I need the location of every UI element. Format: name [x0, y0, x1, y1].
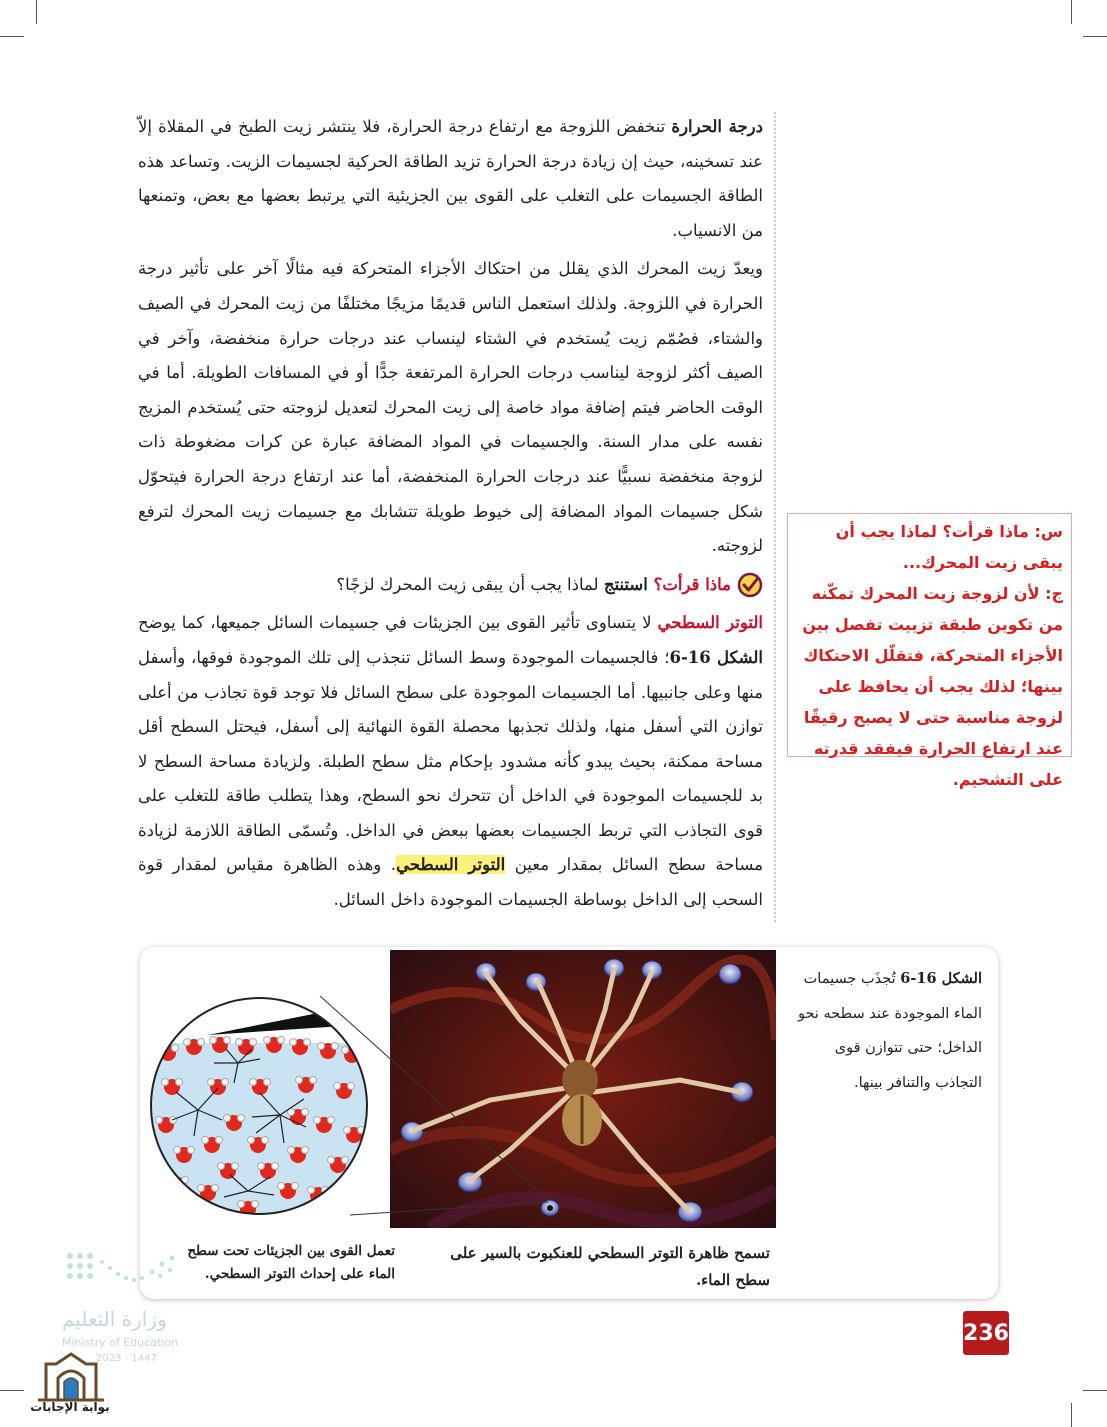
reading-check-label: ماذا قرأت؟	[653, 574, 731, 594]
ministry-name-arabic: وزارة التعليم	[62, 1307, 167, 1331]
body-text	[138, 110, 763, 922]
paragraph-surface-tension: التوتر السطحي لا يتساوى تأثير القوى بين الجزيئات في جسيمات السائل جميعها، كما يوضح الشكل 16-6؛ فالجسيمات الموجودة وسط السائل تنجذب إلى تلك الموجودة فوقها، وأسفل منها وعلى جانبيها. أما الجسيمات الموجودة على سطح السائل فلا توجد قوة تجاذب من أعلى توازن التي أسفل منها، ولذلك تجذبها محصلة القوة النهائية إلى أسفل، فيحتل السطح أقل مساحة ممكنة، بحيث يبدو كأنه مشدود بإحكام مثل سطح الطبلة. ولزيادة مساحة السطح لا بد للجسيمات الموجودة في الداخل أن تتحرك نحو السطح، وهذا يتطلب طاقة للتغلب على قوى التجاذب التي تربط الجسيمات بعضها ببعض في الداخل. وتُسمّى الطاقة اللازمة لزيادة مساحة سطح السائل بمقدار معين التوتر السطحي. وهذه الظاهرة مقياس لمقدار قوة السحب إلى الداخل بوساطة الجسيمات الموجودة داخل السائل.	[138, 613, 763, 910]
crop-mark	[0, 36, 24, 37]
diagram-caption: تعمل القوى بين الجزيئات تحت سطح الماء على إحداث التوتر السطحي.	[187, 1243, 395, 1282]
reading-check: ماذا قرأت؟ استنتج لماذا يجب أن يبقى زيت المحرك لزجًا؟	[138, 568, 763, 603]
answer-note-answer: ج: لأن لزوجة زيت المحرك تمكّنه من تكوين طبقة تزييت تفصل بين الأجزاء المتحركة، فتقلّل الاحتكاك بينها؛ لذلك يجب أن يحافظ على لزوجة مناسبة حتى لا يصبح رقيقًا عند ارتفاع الحرارة فيفقد قدرته على التشحيم.	[802, 584, 1063, 789]
crop-mark	[1083, 1390, 1107, 1391]
crop-mark	[1071, 0, 1072, 24]
ministry-year: 2023 - 1447	[96, 1353, 157, 1364]
term-surface-tension: التوتر السطحي	[657, 613, 763, 633]
highlighted-term: التوتر السطحي	[396, 855, 506, 875]
column-divider	[774, 112, 776, 922]
answer-note-question: س: ماذا قرأت؟ لماذا يجب أن يبقى زيت المحرك...	[835, 522, 1063, 572]
crop-mark	[1071, 1403, 1072, 1427]
answers-gate-label: بوابة الإجابات	[30, 1400, 110, 1414]
spider-on-water-photo	[390, 950, 776, 1228]
crop-mark	[1083, 36, 1107, 37]
term-temperature: درجة الحرارة	[671, 117, 763, 136]
check-badge-icon	[737, 572, 763, 598]
crop-mark	[36, 0, 37, 24]
paragraph-temperature: درجة الحرارة تنخفض اللزوجة مع ارتفاع درجة الحرارة، فلا ينتشر زيت الطبخ في المقلاة إلاّ عند تسخينه، حيث إن زيادة درجة الحرارة تزيد الطاقة الحركية لجسيمات الزيت. وتساعد هذه الطاقة الجسيمات على التغلب على القوى بين الجزيئية التي يرتبط بعضها مع بعض، وتمنعها من الانسياب.	[138, 117, 763, 240]
ministry-dots-logo	[62, 1250, 202, 1294]
figure-number: الشكل 16-6	[900, 970, 982, 987]
crop-mark	[0, 1390, 24, 1391]
answer-note	[787, 513, 1072, 789]
figure-reference: الشكل 16-6	[669, 647, 763, 667]
page-number: 236	[963, 1311, 1009, 1355]
paragraph-engine-oil: ويعدّ زيت المحرك الذي يقلل من احتكاك الأجزاء المتحركة فيه مثالًا آخر على تأثير درجة الحرارة في اللزوجة. ولذلك استعمل الناس قديمًا مزيجًا مختلفًا من زيت المحرك في الصيف والشتاء، فصُمّم زيت يُستخدم في الشتاء لينساب عند درجات حرارة منخفضة، وآخر في الصيف أكثر لزوجة ليناسب درجات الحرارة المرتفعة جدًّا أو في المسافات الطويلة. أما في الوقت الحاضر فيتم إضافة مواد خاصة إلى زيت المحرك لتعديل لزوجته حتى يُستخدم المزيج نفسه على مدار السنة. والجسيمات في المواد المضافة عبارة عن كرات مضغوطة ذات لزوجة منخفضة نسبيًّا عند درجات الحرارة المنخفضة، أما عند ارتفاع درجة الحرارة فيتحوّل شكل جسيمات المواد المضافة إلى خيوط طويلة تتشابك مع جسيمات زيت المحرك لترفع لزوجته.	[138, 259, 763, 556]
ministry-name-english: Ministry of Education	[62, 1336, 179, 1349]
figure-caption: الشكل 16-6 تُجذَب جسيمات الماء الموجودة عند سطحه نحو الداخل؛ حتى تتوازن قوى التجاذب والتنافر بينها.	[797, 970, 982, 1091]
water-molecules-diagram	[148, 995, 370, 1217]
photo-caption: تسمح ظاهرة التوتر السطحي للعنكبوت بالسير على سطح الماء.	[450, 1244, 770, 1289]
